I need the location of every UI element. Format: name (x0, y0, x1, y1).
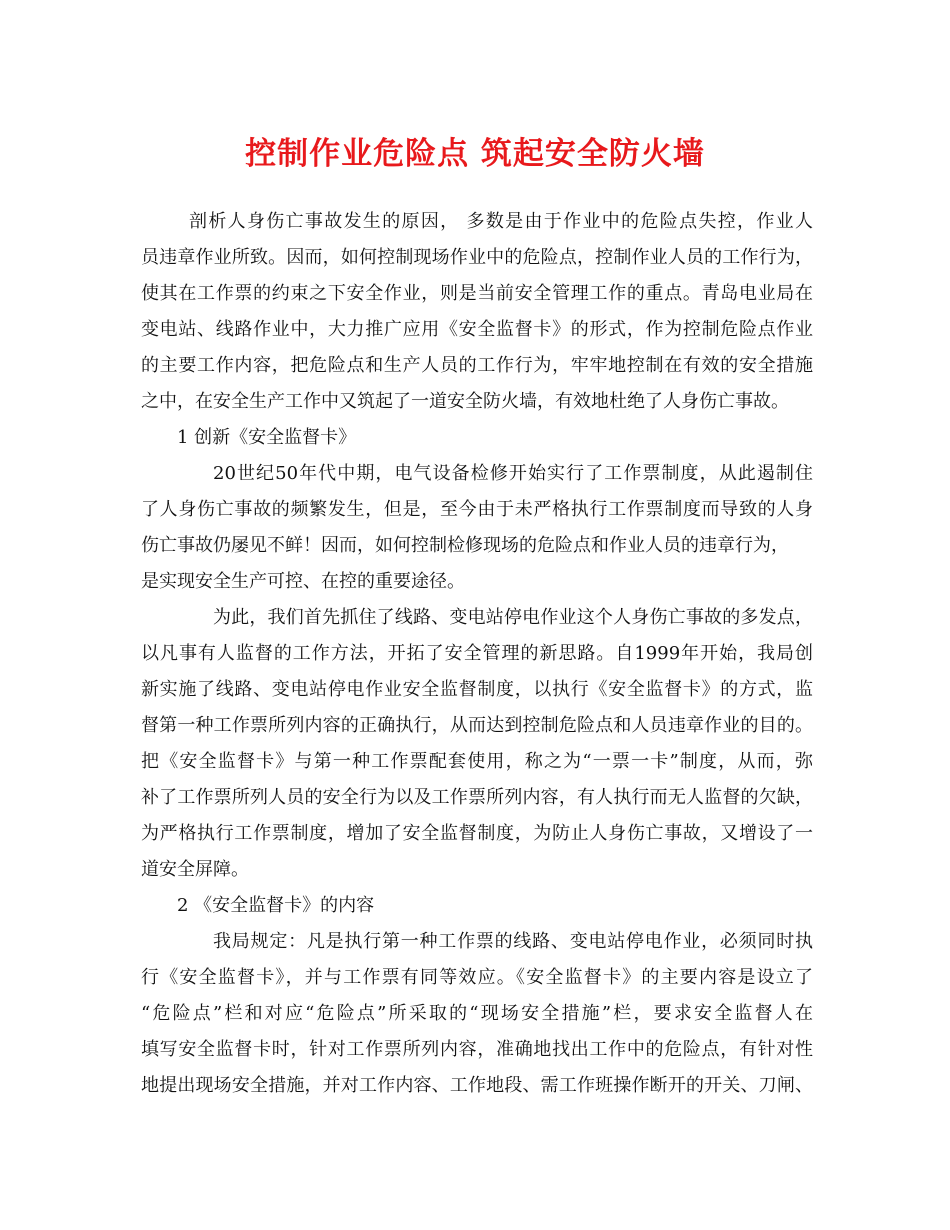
paragraph-line: 填写安全监督卡时，针对工作票所列内容，准确地找出工作中的危险点，有针对性 (141, 1039, 813, 1060)
paragraph-line: 督第一种工作票所列内容的正确执行，从而达到控制危险点和人员违章作业的目的。 (141, 715, 813, 736)
paragraph-line: 把《安全监督卡》与第一种工作票配套使用，称之为“一票一卡”制度，从而，弥 (141, 751, 813, 772)
paragraph-line: 之中，在安全生产工作中又筑起了一道安全防火墙，有效地杜绝了人身伤亡事故。 (141, 391, 789, 412)
paragraph-line: 补了工作票所列人员的安全行为以及工作票所列内容，有人执行而无人监督的欠缺， (141, 787, 813, 808)
section-heading: 1 创新《安全监督卡》 (177, 427, 357, 448)
section-heading: 2 《安全监督卡》的内容 (177, 895, 375, 916)
paragraph-line: 为严格执行工作票制度，增加了安全监督制度，为防止人身伤亡事故，又增设了一 (141, 823, 813, 844)
paragraph-line: 道安全屏障。 (141, 859, 249, 880)
paragraph-line: 的主要工作内容，把危险点和生产人员的工作行为，牢牢地控制在有效的安全措施 (141, 355, 813, 376)
paragraph-line: 地提出现场安全措施，并对工作内容、工作地段、需工作班操作断开的开关、刀闸、 (141, 1075, 813, 1096)
paragraph-line: 为此，我们首先抓住了线路、变电站停电作业这个人身伤亡事故的多发点， (213, 607, 813, 628)
paragraph-line: “危险点”栏和对应“危险点”所采取的“现场安全措施”栏，要求安全监督人在 (141, 1003, 813, 1024)
document-title: 控制作业危险点 筑起安全防火墙 (245, 136, 705, 172)
paragraph-line: 员违章作业所致。因而，如何控制现场作业中的危险点，控制作业人员的工作行为， (141, 247, 813, 268)
paragraph-line: 行《安全监督卡》，并与工作票有同等效应。《安全监督卡》的主要内容是设立了 (141, 967, 813, 988)
paragraph-line: 了人身伤亡事故的频繁发生，但是，至今由于未严格执行工作票制度而导致的人身 (141, 499, 813, 520)
paragraph-line: 新实施了线路、变电站停电作业安全监督制度，以执行《安全监督卡》的方式，监 (141, 679, 813, 700)
paragraph-line: 20世纪50年代中期，电气设备检修开始实行了工作票制度，从此遏制住 (213, 463, 813, 484)
paragraph-line: 使其在工作票的约束之下安全作业，则是当前安全管理工作的重点。青岛电业局在 (141, 283, 813, 304)
paragraph-line: 变电站、线路作业中，大力推广应用《安全监督卡》的形式，作为控制危险点作业 (141, 319, 813, 340)
document-body (141, 204, 813, 1104)
paragraph-line: 剖析人身伤亡事故发生的原因， 多数是由于作业中的危险点失控，作业人 (189, 211, 813, 232)
paragraph-line: 我局规定：凡是执行第一种工作票的线路、变电站停电作业，必须同时执 (213, 931, 813, 952)
paragraph-line: 伤亡事故仍屡见不鲜！因而，如何控制检修现场的危险点和作业人员的违章行为， (141, 535, 789, 556)
paragraph-line: 是实现安全生产可控、在控的重要途径。 (141, 571, 465, 592)
paragraph-line: 以凡事有人监督的工作方法，开拓了安全管理的新思路。自1999年开始，我局创 (141, 643, 813, 664)
